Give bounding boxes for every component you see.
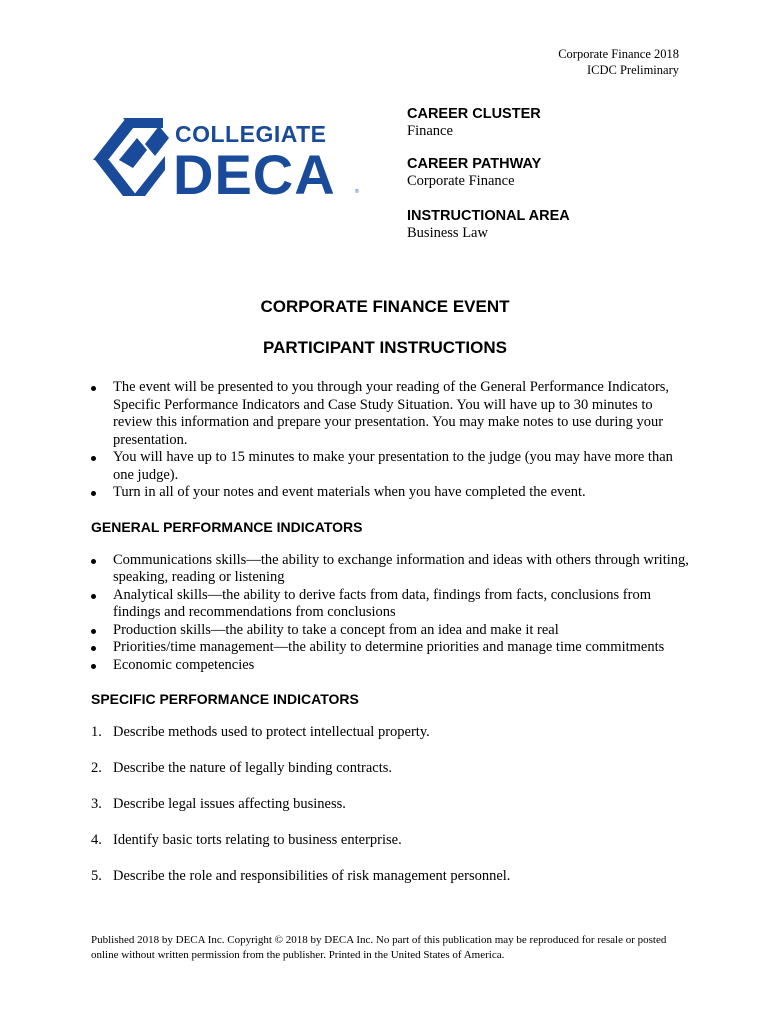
- bullet-icon: [91, 594, 96, 599]
- bullet-icon: [91, 386, 96, 391]
- event-title: CORPORATE FINANCE EVENT: [260, 297, 510, 316]
- logo-word-deca: DECA: [173, 143, 336, 198]
- career-pathway-value: Corporate Finance: [407, 173, 515, 189]
- list-item: 4. Identify basic torts relating to business enterprise.: [91, 832, 402, 848]
- item-number: 2.: [91, 760, 102, 776]
- cluster-info: [407, 106, 707, 258]
- bullet-icon: [91, 646, 96, 651]
- header-conference: ICDC Preliminary: [586, 63, 679, 77]
- logo-trademark: ®: [355, 189, 359, 195]
- instructions-list: [91, 379, 691, 502]
- instructional-area-group: [407, 208, 707, 242]
- career-pathway-label: CAREER PATHWAY: [407, 156, 542, 172]
- gpi-heading: GENERAL PERFORMANCE INDICATORS: [91, 518, 363, 535]
- list-item: Analytical skills—the ability to derive facts from data, findings from facts, conclusions from findings and recommendations from conclusions: [91, 587, 691, 622]
- list-item: Communications skills—the ability to exchange information and ideas with others through writing, speaking, reading or listening: [91, 552, 691, 587]
- career-cluster-value: Finance: [407, 123, 453, 139]
- instructions-title: PARTICIPANT INSTRUCTIONS: [263, 338, 507, 357]
- logo-word-collegiate: COLLEGIATE: [175, 121, 327, 147]
- spi-heading: SPECIFIC PERFORMANCE INDICATORS: [91, 691, 359, 707]
- item-number: 4.: [91, 832, 102, 848]
- list-item: Priorities/time management—the ability to determine priorities and manage time commitments: [91, 639, 691, 657]
- bullet-icon: [91, 491, 96, 496]
- bullet-icon: [91, 629, 96, 634]
- list-item: The event will be presented to you through your reading of the General Performance Indicators, Specific Performance Indicators and Case Study Situation. You will have up to 30 minutes to review this information and prepare your presentation. You may make notes to use during your presentation.: [91, 379, 691, 449]
- main-content: [91, 379, 691, 904]
- gpi-list: [91, 552, 691, 675]
- career-pathway-group: [407, 156, 707, 190]
- item-number: 5.: [91, 868, 102, 884]
- bullet-icon: [91, 559, 96, 564]
- list-item: 2. Describe the nature of legally binding contracts.: [91, 760, 393, 776]
- collegiate-deca-logo: [93, 118, 365, 198]
- item-number: 3.: [91, 796, 102, 812]
- list-item: 1. Describe methods used to protect intellectual property.: [91, 724, 430, 740]
- bullet-icon: [91, 664, 96, 669]
- bullet-icon: [91, 456, 96, 461]
- instructional-area-label: INSTRUCTIONAL AREA: [407, 208, 570, 224]
- list-item: You will have up to 15 minutes to make your presentation to the judge (you may have more than one judge).: [91, 449, 691, 484]
- list-item: Turn in all of your notes and event materials when you have completed the event.: [91, 484, 691, 502]
- header-event-name: Corporate Finance 2018: [558, 47, 679, 61]
- header-meta: [558, 46, 679, 78]
- list-item: 3. Describe legal issues affecting business.: [91, 796, 346, 812]
- instructional-area-value: Business Law: [407, 225, 488, 241]
- career-cluster-group: [407, 106, 707, 140]
- item-number: 1.: [91, 724, 102, 740]
- list-item: Economic competencies: [91, 657, 691, 675]
- list-item: 5. Describe the role and responsibilities of risk management personnel.: [91, 868, 511, 884]
- career-cluster-label: CAREER CLUSTER: [407, 106, 541, 122]
- spi-list: [91, 724, 691, 886]
- list-item: Production skills—the ability to take a concept from an idea and make it real: [91, 622, 691, 640]
- copyright-footer: Published 2018 by DECA Inc. Copyright © 2018 by DECA Inc. No part of this publication may be reproduced for resale or posted online without written permission from the publisher. Printed in the United States of America.: [91, 934, 667, 961]
